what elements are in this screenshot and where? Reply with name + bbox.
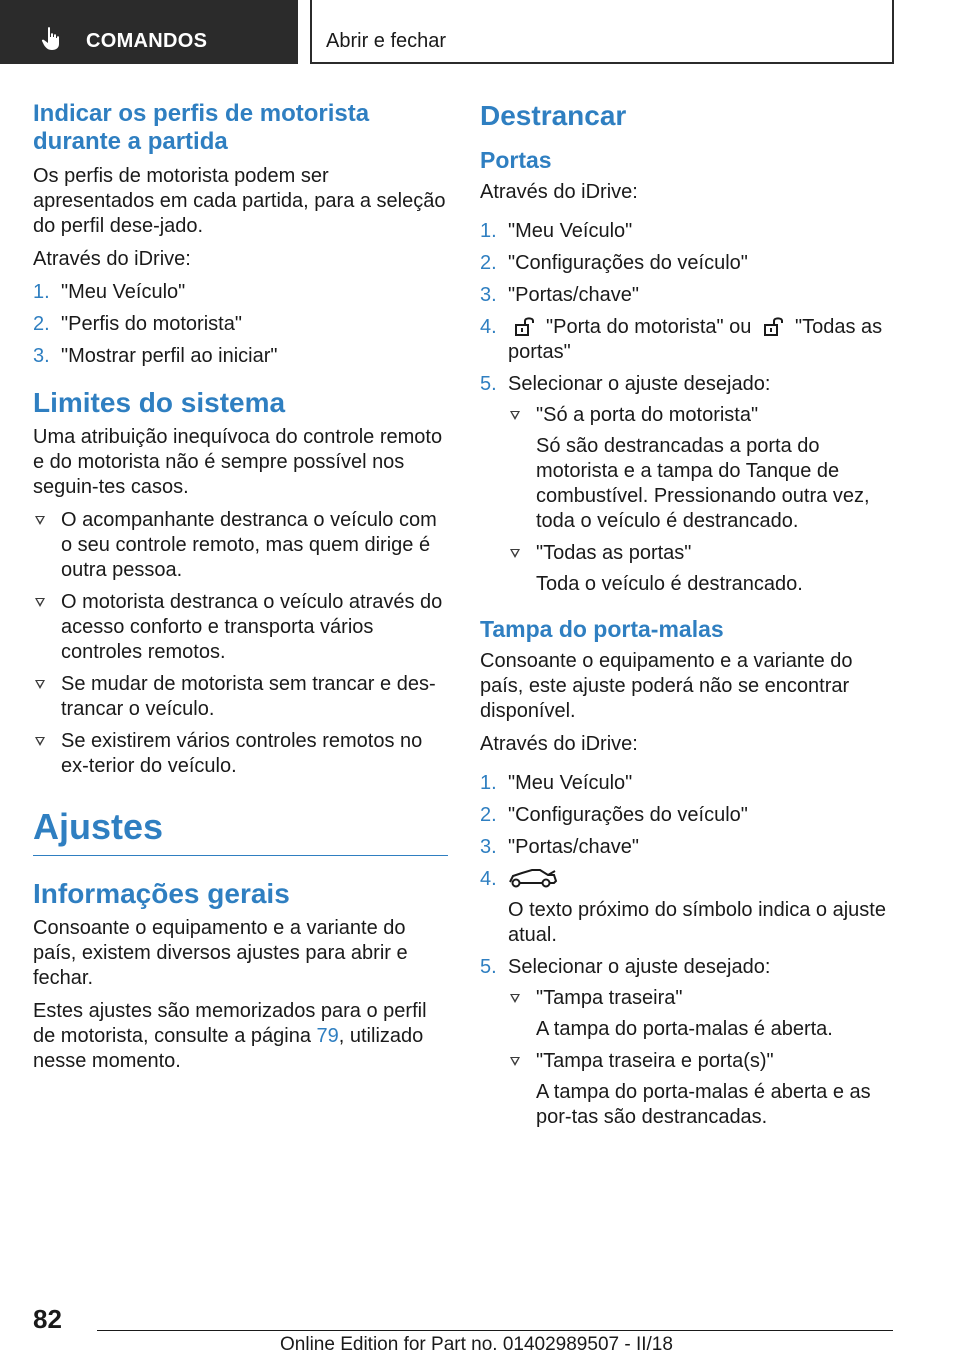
list-item [33,729,448,779]
option-label: "Todas as portas" [536,542,692,564]
trunk-heading: Tampa do porta-malas [480,616,724,642]
step-number: 4. [480,868,497,890]
triangle-bullet-icon [510,1057,520,1066]
right-column [480,100,900,1138]
trunk-text: Consoante o equipamento e a variante do país, este ajuste poderá não se encontrar disponível. [480,650,853,722]
step-text: "Portas/chave" [508,836,639,858]
step-number: 5. [480,956,497,978]
step-text: "Meu Veículo" [508,220,633,242]
general-text-2 [33,999,448,1074]
via-idrive-label: Através do iDrive: [480,733,638,755]
list-item [480,771,900,796]
page-link[interactable]: 79 [316,1025,339,1047]
list-item [480,251,900,276]
step-text: "Meu Veículo" [508,772,633,794]
chapter-title: COMANDOS [86,30,208,52]
list-item [33,344,448,369]
bullet-text: Se mudar de motorista sem trancar e des-trancar o veículo. [61,673,436,720]
list-item [480,315,900,365]
triangle-bullet-icon [35,737,45,746]
list-item [480,372,900,597]
bullet-text: O motorista destranca o veículo através do acesso conforto e transporta vários controles remotos. [61,591,443,663]
step-number: 1. [480,220,497,242]
list-item [480,803,900,828]
list-item [480,283,900,308]
doors-heading: Portas [480,147,552,173]
step-number: 2. [480,804,497,826]
step-number: 3. [480,836,497,858]
footer-divider [97,1330,893,1331]
text-segment: Estes ajustes são memorizados para o perfil de motorista, consulte a página [33,1000,427,1047]
list-item [480,867,900,948]
list-item [480,955,900,1130]
triangle-bullet-icon [35,516,45,525]
list-item [33,672,448,722]
doors-options [508,403,900,597]
unlock-heading: Destrancar [480,100,627,131]
triangle-bullet-icon [510,411,520,420]
chapter-tab [0,0,298,64]
step-text: "Mostrar perfil ao iniciar" [61,345,278,367]
step-text: "Configurações do veículo" [508,804,748,826]
section-divider [33,855,448,856]
list-item [480,219,900,244]
text-segment: , utilizado nesse momento. [33,1025,424,1072]
step-number: 1. [480,772,497,794]
bullet-text: Se existirem vários controles remotos no ex-terior do veículo. [61,730,423,777]
option-description: A tampa do porta-malas é aberta e as por-tas são destrancadas. [536,1081,871,1128]
section-tab [310,0,894,64]
step-text: "Perfis do motorista" [61,313,242,335]
list-item [33,508,448,583]
list-item [508,403,900,534]
via-idrive-label: Através do iDrive: [480,181,638,203]
settings-heading: Ajustes [33,806,164,847]
via-idrive-label: Através do iDrive: [33,248,191,270]
triangle-bullet-icon [510,994,520,1003]
list-item [508,986,900,1042]
limits-heading: Limites do sistema [33,387,286,418]
step-text: "Meu Veículo" [61,281,186,303]
profiles-heading: Indicar os perfis de motorista durante a partida [33,100,370,155]
option-description: A tampa do porta-malas é aberta. [536,1018,833,1040]
step-number: 3. [33,345,50,367]
list-item [480,835,900,860]
option-label: "Tampa traseira" [536,987,683,1009]
option-description: Só são destrancadas a porta do motorista e a tampa do Tanque de combustível. Pressionando outra vez, toda o veículo é destrancado. [536,435,870,532]
doors-steps [480,219,900,597]
triangle-bullet-icon [35,598,45,607]
bullet-text: O acompanhante destranca o veículo com o seu controle remoto, mas quem dirige é outra pessoa. [61,509,437,581]
section-title: Abrir e fechar [326,30,447,52]
step-number: 4. [480,316,497,338]
step-text: Selecionar o ajuste desejado: [508,373,771,395]
left-column [33,100,448,1082]
list-item [508,541,900,597]
step-text: "Porta do motorista" ou [546,316,752,338]
step-text: "Todas as portas" [508,316,883,363]
step-number: 3. [480,284,497,306]
step-number: 1. [33,281,50,303]
unlocked-padlock-icon [763,316,785,336]
list-item [33,280,448,305]
profiles-steps [33,280,448,369]
general-text-1: Consoante o equipamento e a variante do país, existem diversos ajustes para abrir e fechar. [33,917,408,989]
step-number: 5. [480,373,497,395]
page-header [0,0,960,66]
step-description: O texto próximo do símbolo indica o ajuste atual. [508,899,886,946]
unlocked-padlock-icon [514,316,536,336]
footer-edition: Online Edition for Part no. 01402989507 - II/18 [280,1334,673,1355]
page-number: 82 [33,1304,62,1334]
step-text: "Configurações do veículo" [508,252,748,274]
triangle-bullet-icon [35,680,45,689]
limits-text: Uma atribuição inequívoca do controle remoto e do motorista não é sempre possível nos seguin-tes casos. [33,426,443,498]
list-item [33,312,448,337]
option-label: "Só a porta do motorista" [536,404,759,426]
option-description: Toda o veículo é destrancado. [536,573,803,595]
step-text: "Portas/chave" [508,284,639,306]
car-trunk-icon [508,867,558,889]
trunk-steps [480,771,900,1130]
list-item [508,1049,900,1130]
general-heading: Informações gerais [33,878,290,909]
trunk-options [508,986,900,1130]
profiles-text: Os perfis de motorista podem ser apresentados em cada partida, para a seleção do perfil dese-jado. [33,165,446,237]
option-label: "Tampa traseira e porta(s)" [536,1050,774,1072]
step-number: 2. [480,252,497,274]
hand-pointer-icon [40,26,64,52]
limits-bullets [33,508,448,779]
list-item [33,590,448,665]
step-text: Selecionar o ajuste desejado: [508,956,771,978]
step-number: 2. [33,313,50,335]
triangle-bullet-icon [510,549,520,558]
